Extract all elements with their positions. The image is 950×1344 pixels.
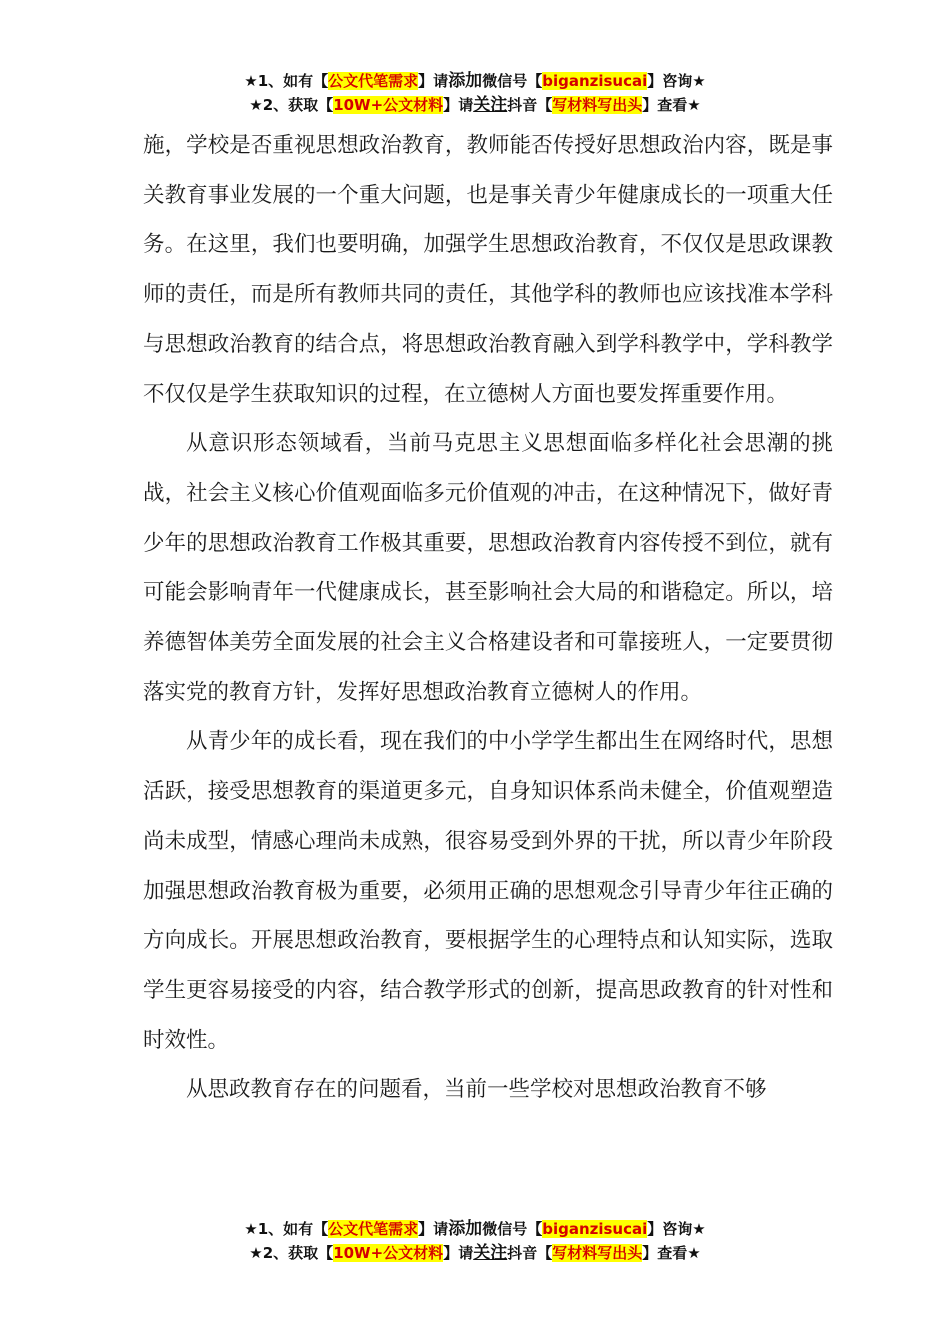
promo-emphasis: 关注 — [473, 95, 508, 115]
promo-text: 】咨询★ — [647, 72, 706, 90]
promo-highlight: 公文代笔需求 — [328, 1220, 419, 1238]
document-body — [143, 121, 833, 1115]
promo-text: 2、获取【 — [262, 96, 334, 114]
promo-line-1 — [0, 1217, 950, 1241]
promo-text: 】请 — [443, 96, 474, 114]
paragraph: 施，学校是否重视思想政治教育，教师能否传授好思想政治内容，既是事关教育事业发展的一个重大问题，也是事关青少年健康成长的一项重大任务。在这里，我们也要明确，加强学生思想政治教育，不仅仅是思政课教师的责任，而是所有教师共同的责任，其他学科的教师也应该找准本学科与思想政治教育的结合点，将思想政治教育融入到学科教学中，学科教学不仅仅是学生获取知识的过程，在立德树人方面也要发挥重要作用。 — [143, 133, 833, 407]
star-icon: ★ — [249, 1244, 263, 1262]
promo-highlight: 10W+公文材料 — [333, 96, 444, 114]
paragraph: 从意识形态领域看，当前马克思主义思想面临多样化社会思潮的挑战，社会主义核心价值观面临多元价值观的冲击，在这种情况下，做好青少年的思想政治教育工作极其重要，思想政治教育内容传授不到位，就有可能会影响青年一代健康成长，甚至影响社会大局的和谐稳定。所以，培养德智体美劳全面发展的社会主义合格建设者和可靠接班人，一定要贯彻落实党的教育方针，发挥好思想政治教育立德树人的作用。 — [143, 431, 833, 705]
promo-text: 】查看★ — [642, 96, 701, 114]
star-icon: ★ — [249, 96, 263, 114]
paragraph: 从思政教育存在的问题看，当前一些学校对思想政治教育不够 — [186, 1077, 767, 1103]
promo-line-1 — [0, 69, 950, 93]
promo-text: 1、如有【 — [257, 1220, 329, 1238]
promo-emphasis: 添加 — [448, 1219, 483, 1239]
promo-text: 抖音【 — [507, 96, 553, 114]
promo-wechat-id: biganzisucai — [542, 72, 648, 90]
promo-text: 】请 — [418, 1220, 449, 1238]
promo-highlight: 10W+公文材料 — [333, 1244, 444, 1262]
promo-text: 】请 — [443, 1244, 474, 1262]
promo-text: 1、如有【 — [257, 72, 329, 90]
promo-line-2 — [0, 93, 950, 117]
promo-highlight: 公文代笔需求 — [328, 72, 419, 90]
promo-emphasis: 关注 — [473, 1243, 508, 1263]
promo-text: 】查看★ — [642, 1244, 701, 1262]
promo-douyin-id: 写材料写出头 — [552, 96, 643, 114]
promo-text: 微信号【 — [482, 72, 543, 90]
footer-promo-banner — [0, 1217, 950, 1265]
header-promo-banner — [0, 69, 950, 117]
promo-douyin-id: 写材料写出头 — [552, 1244, 643, 1262]
promo-text: 2、获取【 — [262, 1244, 334, 1262]
promo-text: 抖音【 — [507, 1244, 553, 1262]
promo-line-2 — [0, 1241, 950, 1265]
star-icon: ★ — [244, 1220, 258, 1238]
star-icon: ★ — [244, 72, 258, 90]
promo-text: 】请 — [418, 72, 449, 90]
promo-text: 微信号【 — [482, 1220, 543, 1238]
promo-text: 】咨询★ — [647, 1220, 706, 1238]
promo-wechat-id: biganzisucai — [542, 1220, 648, 1238]
promo-emphasis: 添加 — [448, 71, 483, 91]
paragraph: 从青少年的成长看，现在我们的中小学学生都出生在网络时代，思想活跃，接受思想教育的渠道更多元，自身知识体系尚未健全，价值观塑造尚未成型，情感心理尚未成熟，很容易受到外界的干扰，所以青少年阶段加强思想政治教育极为重要，必须用正确的思想观念引导青少年往正确的方向成长。开展思想政治教育，要根据学生的心理特点和认知实际，选取学生更容易接受的内容，结合教学形式的创新，提高思政教育的针对性和时效性。 — [143, 729, 833, 1053]
